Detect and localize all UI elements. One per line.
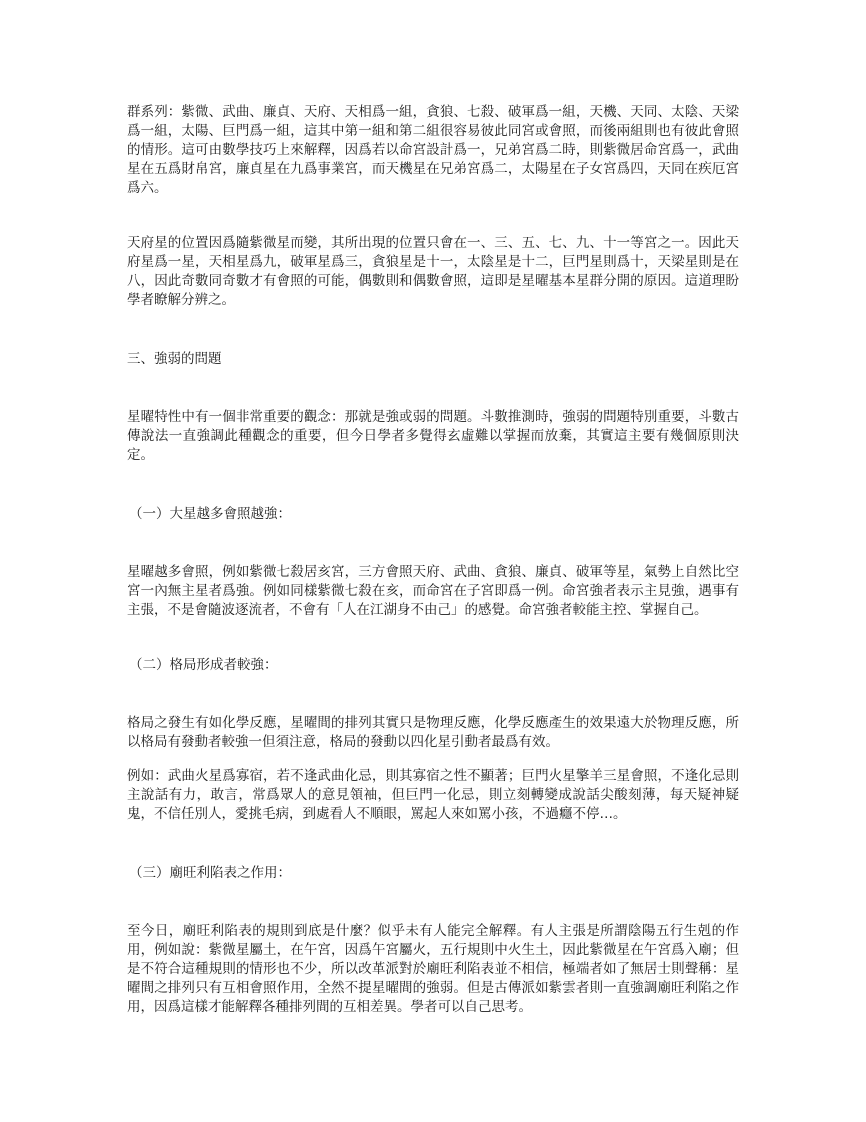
paragraph-brightness-table: 至今日，廟旺利陷表的規則到底是什麼？似乎未有人能完全解釋。有人主張是所謂陰陽五行生剋的作用，例如說：紫微星屬土，在午宮，因爲午宮屬火，五行規則中火生土，因此紫微星在午宮爲入廟；但是不符合這種規則的情形也不少，所以改革派對於廟旺利陷表並不相信，極端者如了無居士則聲稱：星曜間之排列只有互相會照作用，全然不提星曜間的強弱。但是古傳派如紫雲者則一直強調廟旺利陷之作用，因爲這樣才能解釋各種排列間的互相差異。學者可以自己思考。	[127, 923, 739, 1015]
paragraph-pattern-formation: 格局之發生有如化學反應，星曜間的排列其實只是物理反應，化學反應產生的效果遠大於物理反應，所以格局有發動者較強一但須注意，格局的發動以四化星引動者最爲有效。	[127, 715, 739, 750]
subheading-pattern-formation: （二）格局形成者較強：	[129, 657, 278, 673]
subheading-major-stars: （一）大星越多會照越強：	[129, 506, 291, 522]
document-page	[127, 103, 739, 1017]
paragraph-strength-intro: 星曜特性中有一個非常重要的觀念：那就是強或弱的問題。斗數推測時，強弱的問題特別重要，斗數古傳說法一直強調此種觀念的重要，但今日學者多覺得玄虛難以掌握而放棄，其實這主要有幾個原則決定。	[127, 409, 739, 463]
section-heading-strength: 三、強弱的問題	[127, 351, 222, 367]
paragraph-star-groups: 群系列：紫微、武曲、廉貞、天府、天相爲一組，貪狼、七殺、破軍爲一組，天機、天同、太陰、天梁爲一組，太陽、巨門爲一組，這其中第一組和第二組很容易彼此同宮或會照，而後兩組則也有彼此會照的情形。這可由數學技巧上來解釋，因爲若以命宮設計爲一，兄弟宮爲二時，則紫微居命宮爲一，武曲星在五爲財帛宮，廉貞星在九爲事業宮，而天機星在兄弟宮爲二，太陽星在子女宮爲四，天同在疾厄宮爲六。	[127, 104, 739, 196]
paragraph-tianfu-position: 天府星的位置因爲隨紫微星而變，其所出現的位置只會在一、三、五、七、九、十一等宮之一。因此天府星爲一星，天相星爲九，破軍星爲三，貪狼星是十一，太陰星是十二，巨門星則爲十，天梁星則是在八，因此奇數同奇數才有會照的可能，偶數則和偶數會照，這即是星曜基本星群分開的原因。這道理盼學者瞭解分辨之。	[127, 235, 739, 308]
paragraph-major-stars: 星曜越多會照，例如紫微七殺居亥宮，三方會照天府、武曲、貪狼、廉貞、破軍等星，氣勢上自然比空宮一內無主星者爲強。例如同樣紫微七殺在亥，而命宮在子宮即爲一例。命宮強者表示主見強，遇事有主張，不是會隨波逐流者，不會有「人在江湖身不由己」的感覺。命宮強者較能主控、掌握自己。	[127, 564, 739, 618]
subheading-brightness-table: （三）廟旺利陷表之作用：	[129, 865, 291, 881]
paragraph-pattern-example: 例如：武曲火星爲寡宿，若不逢武曲化忌，則其寡宿之性不顯著；巨門火星擎羊三星會照，不逢化忌則主說話有力，敢言，常爲眾人的意見領袖，但巨門一化忌，則立刻轉變成說話尖酸刻薄，每天疑神疑鬼，不信任別人，愛挑毛病，到處看人不順眼，罵起人來如罵小孩，不過癮不停…。	[127, 768, 739, 822]
